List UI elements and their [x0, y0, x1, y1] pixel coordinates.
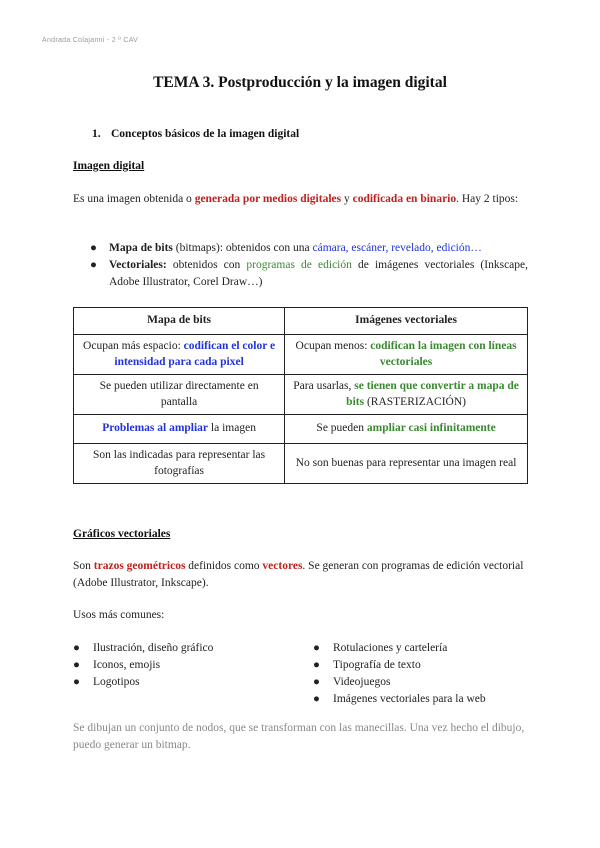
bullet-icon: ● — [313, 659, 320, 671]
table-header: Mapa de bits — [74, 308, 285, 335]
list-item-text: Videojuegos — [333, 676, 391, 688]
list-item — [313, 691, 486, 708]
bullet-icon: ● — [73, 659, 80, 671]
bullet-icon: ● — [313, 642, 320, 654]
note-paragraph: Se dibujan un conjunto de nodos, que se transforman con las manecillas. Una vez hecho el dibujo, puedo generar un bitmap. — [73, 722, 525, 751]
cell-text: Para usarlas, — [293, 380, 355, 392]
intro-highlight-1: generada por medios digitales — [194, 193, 342, 205]
table-cell — [285, 444, 528, 484]
cell-highlight: se tienen que convertir a mapa de bits — [346, 380, 519, 408]
page-header: Andrada Colajanni - 2 º CAV — [42, 37, 139, 44]
table-cell — [74, 444, 285, 484]
list-item — [73, 657, 213, 674]
list-item-text: Imágenes vectoriales para la web — [333, 693, 486, 705]
table-row — [74, 335, 528, 375]
cell-text: Se pueden — [316, 422, 367, 435]
list-item-text: Tipografía de texto — [333, 659, 421, 671]
usos-label: Usos más comunes: — [73, 609, 165, 621]
bullet-icon: ● — [73, 676, 80, 688]
heading-imagen-digital: Imagen digital — [73, 160, 145, 172]
table-cell — [74, 375, 285, 415]
section-number: 1. — [92, 128, 101, 140]
list-item-text: Logotipos — [93, 676, 140, 688]
cell-text: No son buenas para representar una imagen real — [295, 456, 517, 469]
table-header-row — [74, 308, 528, 335]
cell-text: Ocupan menos: — [295, 340, 371, 352]
usos-left-list — [73, 640, 213, 691]
graficos-highlight-1: trazos geométricos — [93, 560, 186, 572]
table-cell — [74, 415, 285, 444]
table-cell — [74, 335, 285, 375]
cell-highlight: ampliar casi infinitamente — [366, 422, 496, 435]
graficos-text-3: . Se generan con programas de edición vectorial (Adobe Illustrator, Inkscape). — [73, 560, 524, 589]
list-item-text: Iconos, emojis — [93, 659, 161, 671]
bullet-icon: ● — [90, 242, 97, 254]
cell-tail: la imagen — [208, 422, 256, 435]
graficos-highlight-2: vectores — [262, 560, 303, 572]
graficos-text-1: Son — [73, 560, 94, 572]
bullet-lead: Mapa de bits — [109, 242, 173, 254]
cell-highlight: Problemas al ampliar — [102, 422, 209, 435]
table-row — [74, 444, 528, 484]
bullet-tail: de imágenes vectoriales (Inkscape, Adobe Illustrator, Corel Draw…) — [109, 259, 529, 288]
graficos-paragraph — [73, 558, 528, 592]
cell-highlight: codifican el color e intensidad para cada pixel — [114, 340, 276, 368]
list-item — [90, 240, 528, 257]
cell-text: Son las indicadas para representar las fotografías — [93, 449, 266, 477]
bullet-highlight: programas de edición — [246, 259, 352, 271]
list-item — [73, 674, 213, 691]
list-item — [73, 640, 213, 657]
list-item — [313, 640, 486, 657]
cell-tail: (RASTERIZACIÓN) — [364, 395, 466, 408]
image-types-list — [90, 240, 528, 291]
list-item — [313, 674, 486, 691]
intro-text-2: y — [341, 193, 353, 205]
list-item — [90, 257, 528, 291]
intro-text-3: . Hay 2 tipos: — [456, 193, 519, 205]
bullet-icon: ● — [313, 693, 320, 705]
bullet-text: obtenidos con — [166, 259, 247, 271]
intro-text-1: Es una imagen obtenida o — [73, 193, 195, 205]
bullet-icon: ● — [73, 642, 80, 654]
table-cell — [285, 335, 528, 375]
bullet-icon: ● — [90, 259, 97, 271]
heading-graficos-vectoriales: Gráficos vectoriales — [73, 528, 171, 540]
bullet-highlight: cámara, escáner, revelado, edición… — [312, 242, 482, 254]
section-heading — [92, 128, 299, 140]
graficos-text-2: definidos como — [185, 560, 263, 572]
list-item-text: Rotulaciones y cartelería — [333, 642, 448, 654]
intro-paragraph — [73, 191, 528, 208]
bullet-text: (bitmaps): obtenidos con una — [172, 242, 313, 254]
bullet-icon: ● — [313, 676, 320, 688]
page-title: TEMA 3. Postproducción y la imagen digital — [153, 74, 447, 91]
table-row — [74, 375, 528, 415]
bullet-lead: Vectoriales: — [109, 259, 167, 271]
table-header: Imágenes vectoriales — [285, 308, 528, 335]
list-item-text: Ilustración, diseño gráfico — [93, 642, 214, 654]
list-item — [313, 657, 486, 674]
cell-text: Se pueden utilizar directamente en pantalla — [99, 380, 259, 408]
table-cell — [285, 415, 528, 444]
section-label: Conceptos básicos de la imagen digital — [111, 128, 300, 140]
table-cell — [285, 375, 528, 415]
table-row — [74, 415, 528, 444]
usos-right-list — [313, 640, 486, 708]
cell-highlight: codifican la imagen con líneas vectoriales — [370, 340, 517, 368]
cell-text: Ocupan más espacio: — [83, 340, 184, 352]
intro-highlight-2: codificada en binario — [352, 193, 457, 205]
comparison-table — [73, 307, 528, 484]
